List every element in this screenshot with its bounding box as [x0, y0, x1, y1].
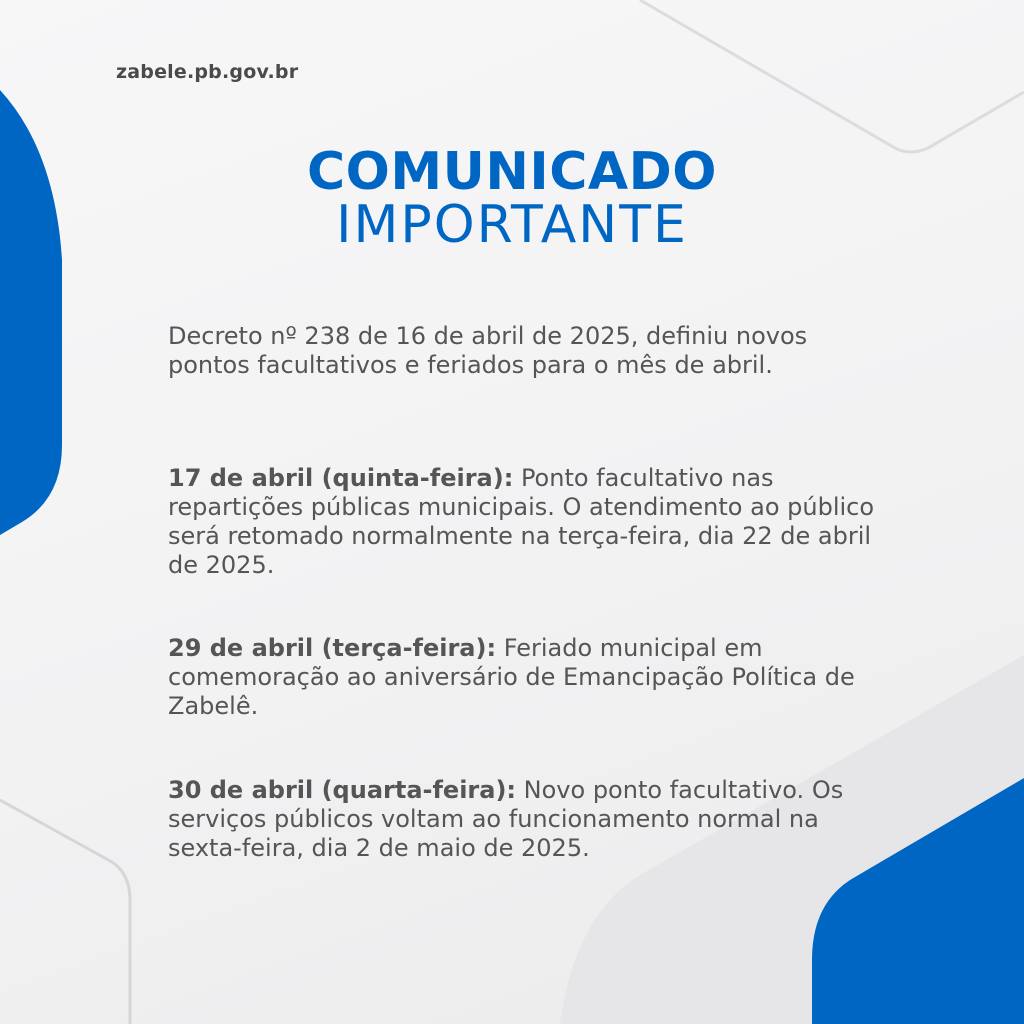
- holiday-description: Novo ponto facultativo. Os serviços públicos voltam ao funcionamento normal na sexta-feira, dia 2 de maio de 2025.: [168, 776, 844, 862]
- holiday-description: Feriado municipal em comemoração ao aniversário de Emancipação Política de Zabelê.: [168, 634, 855, 720]
- site-url: zabele.pb.gov.br: [116, 61, 299, 83]
- holiday-description: Ponto facultativo nas repartições públicas municipais. O atendimento ao público será retomado normalmente na terça-feira, dia 22 de abril de 2025.: [168, 464, 875, 579]
- top-right-outline-shape: [640, 0, 1024, 152]
- holiday-item: [168, 464, 888, 580]
- holiday-item: [168, 776, 888, 863]
- holiday-date: 17 de abril (quinta-feira):: [168, 464, 514, 492]
- holiday-date: 29 de abril (terça-feira):: [168, 634, 497, 662]
- intro-paragraph: Decreto nº 238 de 16 de abril de 2025, definiu novos pontos facultativos e feriados para o mês de abril.: [168, 322, 808, 379]
- holiday-date: 30 de abril (quarta-feira):: [168, 776, 517, 804]
- holiday-item: [168, 634, 888, 721]
- title-line-2: IMPORTANTE: [336, 195, 688, 255]
- bottom-left-outline-shape: [0, 800, 130, 1024]
- title-line-1: COMUNICADO: [307, 142, 717, 202]
